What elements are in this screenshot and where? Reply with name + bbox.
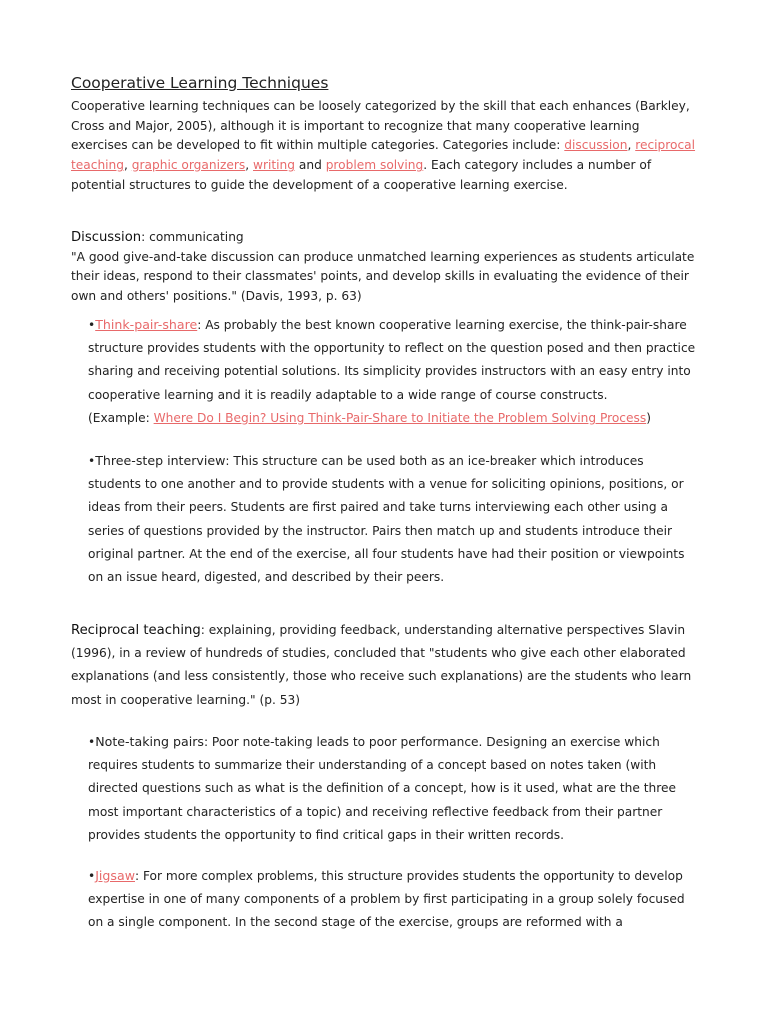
reciprocal-teaching-section: [71, 619, 696, 712]
item-text: : Poor note-taking leads to poor performance. Designing an exercise which requires students to summarize their understanding of a concept based on notes taken (with directed questions such as what is the definition of a concept, how is it used, what are the three most important characteristics of a topic) and receiving reflective feedback from their partner provides students the opportunity to find critical gaps in their written records.: [88, 735, 676, 842]
term-note-taking-pairs: Note-taking pairs: [95, 734, 204, 749]
intro-text-1: Cooperative learning techniques can be loosely categorized by the skill that each enhances (Barkley, Cross and Major, 2005), although it is important to recognize that many cooperative learning exercises can be developed to fit within multiple categories. Categories include:: [71, 99, 690, 153]
list-item-think-pair-share: [88, 313, 696, 430]
discussion-quote: "A good give-and-take discussion can produce unmatched learning experiences as students articulate their ideas, respond to their classmates' points, and develop skills in evaluating the evidence of their own and others' positions." (Davis, 1993, p. 63): [71, 249, 695, 303]
link-problem-solving[interactable]: problem solving: [325, 158, 424, 173]
page-title: Cooperative Learning Techniques: [71, 74, 329, 92]
intro-text-2: . Each category includes a number of potential structures to guide the development of a cooperative learning exercise.: [71, 158, 652, 192]
discussion-section: [71, 228, 696, 306]
link-graphic-organizers[interactable]: graphic organizers: [131, 158, 246, 173]
list-item-note-taking-pairs: [88, 730, 696, 847]
reciprocal-teaching-heading: Reciprocal teaching: [71, 623, 201, 638]
link-reciprocal-teaching[interactable]: reciprocal teaching: [71, 138, 696, 173]
link-think-pair-share[interactable]: Think-pair-share: [95, 317, 198, 332]
item-text: : This structure can be used both as an ice-breaker which introduces students to one another and to provide students with a venue for soliciting opinions, positions, or ideas from their peers. Students are first paired and take turns interviewing each other using a series of questions provided by the instructor. Pairs then match up and students introduce their original partner. At the end of the exercise, all four students have had their position or viewpoints on an issue heard, digested, and described by their peers.: [88, 454, 685, 585]
separator: and: [295, 158, 326, 173]
reciprocal-teaching-text: : explaining, providing feedback, understanding alternative perspectives Slavin (1996), in a review of hundreds of studies, concluded that "students who give each other elaborated explanations (and less consistently, those who receive such explanations) are the students who learn most in cooperative learning." (p. 53): [71, 623, 692, 707]
bullet: •: [88, 735, 96, 749]
list-item-jigsaw: [88, 864, 696, 935]
separator: ,: [627, 138, 636, 153]
item-text: : For more complex problems, this structure provides students the opportunity to develop expertise in one of many components of a problem by first participating in a group solely focused on a single component. In the second stage of the exercise, groups are reformed with a: [88, 869, 685, 930]
item-text: : As probably the best known cooperative learning exercise, the think-pair-share structure provides students with the opportunity to reflect on the question posed and then practice sharing and receiving potential solutions. Its simplicity provides instructors with an easy entry into cooperative learning and it is readily adaptable to a wide range of course constructs.: [88, 318, 696, 402]
bullet: •: [88, 869, 96, 883]
example-suffix: ): [646, 410, 651, 425]
link-jigsaw[interactable]: Jigsaw: [95, 868, 135, 883]
link-example-think-pair-share[interactable]: Where Do I Begin? Using Think-Pair-Share to Initiate the Problem Solving Process: [153, 410, 647, 425]
example-prefix: (Example:: [88, 410, 154, 425]
list-item-three-step-interview: [88, 449, 696, 589]
bullet: •: [88, 318, 96, 332]
discussion-subtitle: : communicating: [141, 230, 244, 244]
term-three-step-interview: Three-step interview: [95, 453, 226, 468]
separator: ,: [124, 158, 132, 173]
bullet: •: [88, 454, 96, 468]
intro-paragraph: [71, 97, 696, 196]
link-writing[interactable]: writing: [253, 158, 295, 173]
discussion-heading: Discussion: [71, 230, 142, 245]
link-discussion[interactable]: discussion: [564, 138, 628, 153]
separator: ,: [245, 158, 253, 173]
